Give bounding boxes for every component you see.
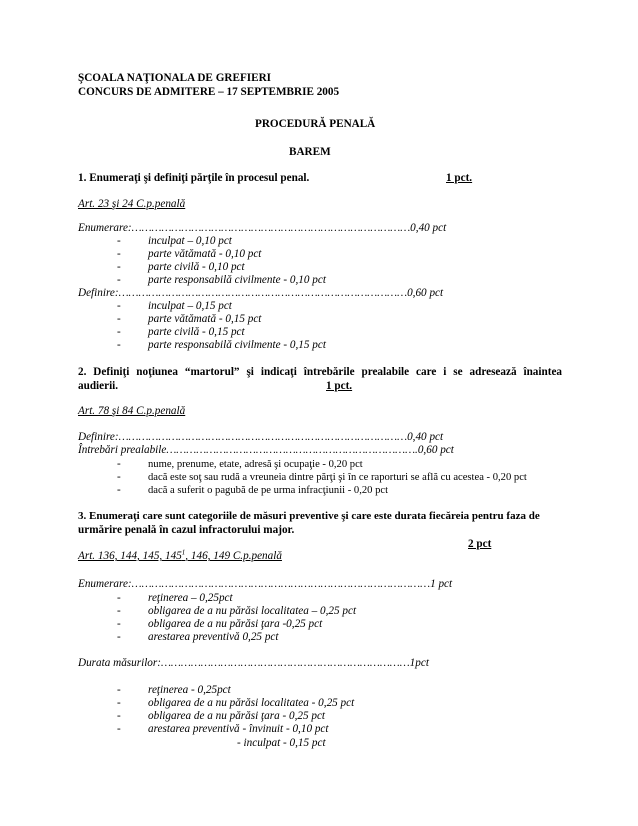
list-bullet: - (117, 618, 121, 630)
list-item: obligarea de a nu părăsi ţara - 0,25 pct (148, 710, 326, 722)
list-item: inculpat – 0,15 pct (148, 300, 232, 312)
list-item: obligarea de a nu părăsi localitatea – 0,25 pct (148, 605, 357, 617)
q2-question-line2: audierii. (78, 380, 119, 392)
q3-reference-post: , 146, 149 C.p.penală (185, 550, 282, 562)
q3-reference (78, 550, 282, 563)
list-bullet: - (117, 592, 121, 604)
q1-reference: Art. 23 şi 24 C.p.penală (78, 198, 186, 210)
list-item: parte vătămată - 0,15 pct (148, 313, 262, 325)
list-bullet: - (117, 605, 121, 617)
document-subtitle: BAREM (289, 146, 331, 158)
list-bullet: - (117, 235, 121, 247)
list-item: obligarea de a nu părăsi ţara -0,25 pct (148, 618, 323, 630)
list-item: arestarea preventivă 0,25 pct (148, 631, 279, 643)
q3-duration-line: Durata măsurilor:…………………………………………………………………1pct (78, 657, 429, 669)
list-bullet: - (117, 274, 121, 286)
list-item: parte responsabilă civilmente - 0,15 pct (148, 339, 326, 351)
list-bullet: - (117, 261, 121, 273)
q2-question-line1: 2. Definiţi noţiunea “martorul” şi indicaţi întrebările prealabile care i se adresează înaintea (78, 366, 562, 378)
list-bullet: - (117, 248, 121, 260)
list-bullet: - (117, 684, 121, 696)
q1-definition-line: Definire:……………………………………………………………………………0,60 pct (78, 287, 444, 299)
list-bullet: - (117, 484, 121, 496)
list-item: obligarea de a nu părăsi localitatea - 0,25 pct (148, 697, 355, 709)
list-item: arestarea preventivă - învinuit - 0,10 pct (148, 723, 329, 735)
q2-points: 1 pct. (326, 380, 353, 392)
q2-questions-line: Întrebări prealabile………………………………………………………………….0,60 pct (78, 444, 454, 456)
list-item: parte vătămată - 0,10 pct (148, 248, 262, 260)
q3-reference-superscript: 1 (181, 548, 186, 557)
list-bullet: - (117, 339, 121, 351)
q1-points: 1 pct. (446, 172, 473, 184)
list-item: dacă este soţ sau rudă a vreuneia dintre părţi şi în ce raporturi se află cu acestea - 0,20 pct (148, 472, 527, 483)
contest-name: CONCURS DE ADMITERE – 17 SEPTEMBRIE 2005 (78, 86, 340, 98)
q2-reference: Art. 78 şi 84 C.p.penală (78, 405, 186, 417)
list-bullet: - (117, 458, 121, 470)
list-bullet: - (117, 697, 121, 709)
q3-question-line1: 3. Enumeraţi care sunt categoriile de măsuri preventive şi care este durata fiecăreia pentru faza de (78, 510, 540, 522)
list-bullet: - (117, 326, 121, 338)
list-item: dacă a suferit o pagubă de pe urma infracţiunii - 0,20 pct (148, 485, 389, 496)
list-bullet: - (117, 313, 121, 325)
q3-reference-pre: Art. 136, 144, 145, 145 (78, 550, 182, 562)
list-bullet: - (117, 300, 121, 312)
list-item: parte responsabilă civilmente - 0,10 pct (148, 274, 326, 286)
list-bullet: - (117, 710, 121, 722)
list-bullet: - (117, 471, 121, 483)
list-item: inculpat – 0,10 pct (148, 235, 232, 247)
school-name: ŞCOALA NAŢIONALA DE GREFIERI (78, 72, 272, 84)
list-item-continuation: - inculpat - 0,15 pct (237, 737, 326, 749)
q1-question: 1. Enumeraţi şi definiţi părţile în procesul penal. (78, 172, 310, 184)
list-item: parte civilă - 0,10 pct (148, 261, 245, 273)
q3-enumeration-line: Enumerare:………………………………………………………………………………1 pct (78, 578, 453, 590)
list-item: parte civilă - 0,15 pct (148, 326, 245, 338)
q3-points: 2 pct (468, 538, 492, 550)
list-bullet: - (117, 723, 121, 735)
list-item: nume, prenume, etate, adresă şi ocupaţie - 0,20 pct (148, 459, 363, 470)
document-title: PROCEDURĂ PENALĂ (255, 118, 376, 130)
list-item: reţinerea - 0,25pct (148, 684, 231, 696)
list-item: reţinerea – 0,25pct (148, 592, 233, 604)
list-bullet: - (117, 631, 121, 643)
q2-definition-line: Definire:……………………………………………………………………………0,40 pct (78, 431, 444, 443)
q1-enumeration-line: Enumerare:…………………………………………………………………………0,40 pct (78, 222, 447, 234)
q3-question-line2: urmărire penală în cazul infractorului major. (78, 524, 295, 536)
